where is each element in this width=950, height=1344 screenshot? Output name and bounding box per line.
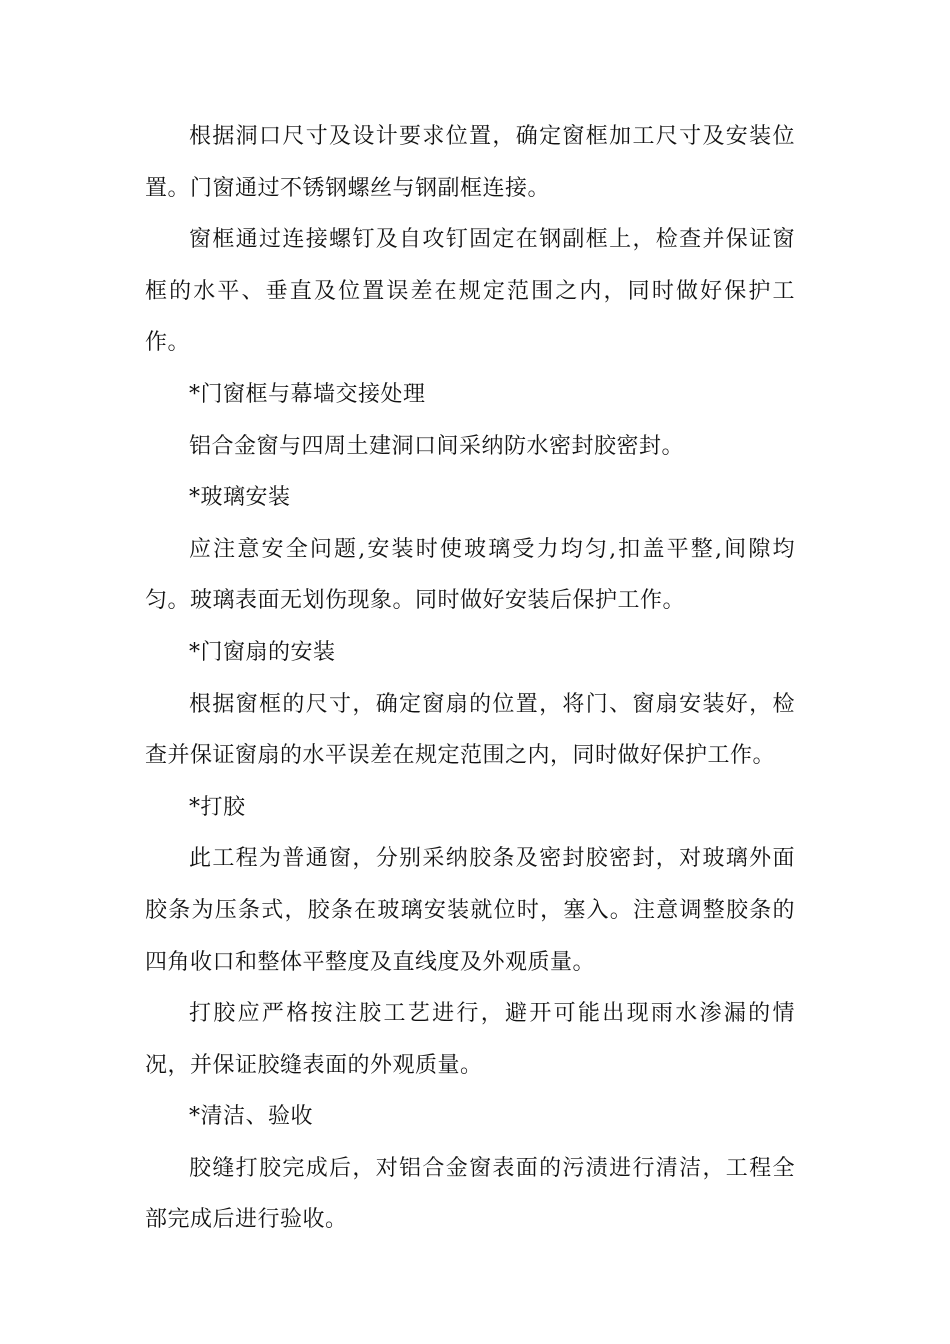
paragraph-frame-sizing: 根据洞口尺寸及设计要求位置，确定窗框加工尺寸及安装位置。门窗通过不锈钢螺丝与钢副框连接。 xyxy=(145,124,795,201)
heading-glazing-sealant: *打胶 xyxy=(189,794,246,820)
paragraph-sealant-process: 打胶应严格按注胶工艺进行，避开可能出现雨水渗漏的情况，并保证胶缝表面的外观质量。 xyxy=(145,1001,795,1078)
heading-glass-installation: *玻璃安装 xyxy=(189,485,291,511)
paragraph-gasket-sealing: 此工程为普通窗，分别采纳胶条及密封胶密封，对玻璃外面胶条为压条式，胶条在玻璃安装就位时，塞入。注意调整胶条的四角收口和整体平整度及直线度及外观质量。 xyxy=(145,846,795,975)
heading-cleaning-acceptance: *清洁、验收 xyxy=(189,1104,314,1130)
document-page xyxy=(145,111,795,1246)
paragraph-sash-installation: 根据窗框的尺寸，确定窗扇的位置，将门、窗扇安装好，检查并保证窗扇的水平误差在规定范围之内，同时做好保护工作。 xyxy=(145,691,795,769)
paragraph-cleaning-acceptance: 胶缝打胶完成后，对铝合金窗表面的污渍进行清洁，工程全部完成后进行验收。 xyxy=(145,1155,795,1233)
heading-curtain-wall-junction: *门窗框与幕墙交接处理 xyxy=(189,381,426,407)
heading-sash-installation: *门窗扇的安装 xyxy=(189,639,336,665)
paragraph-frame-fixing: 窗框通过连接螺钉及自攻钉固定在钢副框上，检查并保证窗框的水平、垂直及位置误差在规定范围之内，同时做好保护工作。 xyxy=(145,227,795,356)
paragraph-glass-installation: 应注意安全问题,安装时使玻璃受力均匀,扣盖平整,间隙均匀。玻璃表面无划伤现象。同时做好安装后保护工作。 xyxy=(145,536,795,614)
paragraph-sealing: 铝合金窗与四周土建洞口间采纳防水密封胶密封。 xyxy=(189,433,685,459)
